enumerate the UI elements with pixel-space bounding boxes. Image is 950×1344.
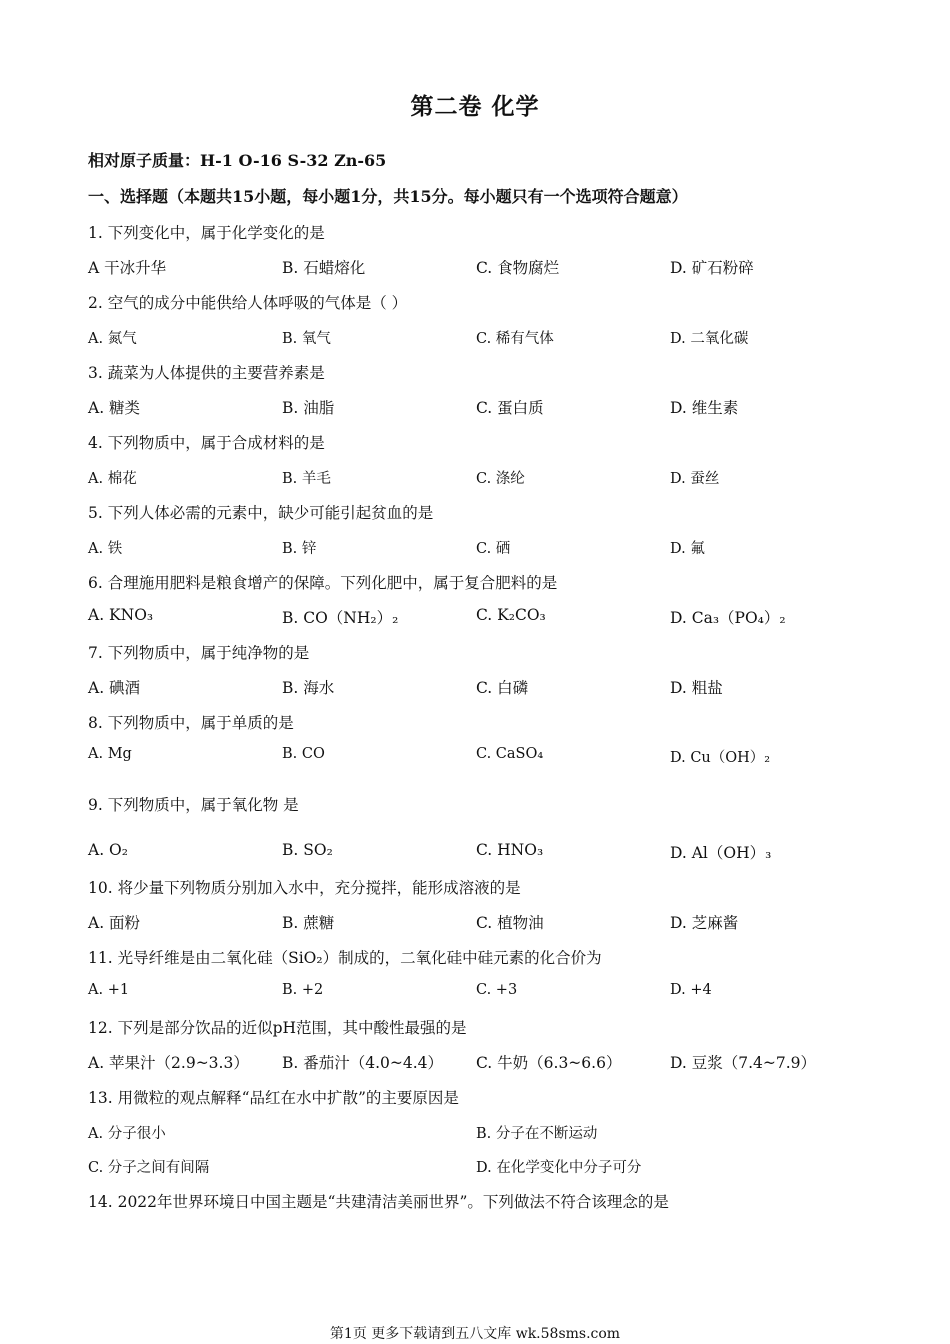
question-stem: 1. 下列变化中，属于化学变化的是 [88,224,325,242]
option-a: A. +1 [88,982,130,998]
option-b: B. CO [282,746,325,762]
option-a: A. 棉花 [88,471,137,487]
option-a: A. O₂ [88,841,128,859]
option-d: D. 豆浆（7.4~7.9） [670,1054,817,1072]
atomic-mass-line: 相对原子质量：H-1 O-16 S-32 Zn-65 [88,151,387,170]
option-b: B. 海水 [282,679,335,697]
page-footer: 第1页 更多下载请到五八文库 wk.58sms.com [329,1326,621,1342]
question-stem: 14. 2022年世界环境日中国主题是“共建清洁美丽世界”。下列做法不符合该理念的是 [88,1193,669,1211]
option-a: A. 分子很小 [88,1126,166,1142]
question-stem: 4. 下列物质中，属于合成材料的是 [88,434,325,452]
option-d: D. Cu（OH）₂ [670,750,771,766]
question-stem: 13. 用微粒的观点解释“品红在水中扩散”的主要原因是 [88,1089,459,1107]
option-c: C. 牛奶（6.3~6.6） [476,1054,622,1072]
question-stem: 9. 下列物质中，属于氧化物 是 [88,796,299,814]
option-d: D. 矿石粉碎 [670,259,754,277]
option-b: B. 氧气 [282,331,331,347]
option-c: C. +3 [476,982,518,998]
question-stem: 7. 下列物质中，属于纯净物的是 [88,644,310,662]
question-stem: 5. 下列人体必需的元素中，缺少可能引起贫血的是 [88,504,434,522]
option-b: B. CO（NH₂）₂ [282,609,399,627]
option-d: D. 在化学变化中分子可分 [476,1160,642,1176]
option-c: C. K₂CO₃ [476,606,546,624]
option-d: D. 蚕丝 [670,471,720,487]
option-c: C. 硒 [476,541,511,557]
option-d: D. 粗盐 [670,679,723,697]
option-d: D. 氟 [670,541,705,557]
option-c: C. 白磷 [476,679,529,697]
option-b: B. 锌 [282,541,317,557]
question-stem: 12. 下列是部分饮品的近似pH范围，其中酸性最强的是 [88,1019,467,1037]
option-d: D. 二氧化碳 [670,331,749,347]
option-c: C. CaSO₄ [476,746,544,762]
question-stem: 11. 光导纤维是由二氧化硅（SiO₂）制成的，二氧化硅中硅元素的化合价为 [88,949,602,967]
option-a: A. 糖类 [88,399,141,417]
option-a: A. 苹果汁（2.9~3.3） [88,1054,249,1072]
option-d: D. 维生素 [670,399,739,417]
option-b: B. SO₂ [282,841,333,859]
question-stem: 6. 合理施用肥料是粮食增产的保障。下列化肥中，属于复合肥料的是 [88,574,558,592]
option-b: B. 石蜡熔化 [282,259,366,277]
option-c: C. 植物油 [476,914,544,932]
option-c: C. 分子之间有间隔 [88,1160,210,1176]
option-c: C. HNO₃ [476,841,544,859]
option-a: A. Mg [88,746,132,762]
option-a: A. KNO₃ [88,606,154,624]
option-d: D. Al（OH）₃ [670,844,772,862]
page-title: 第二卷 化学 [410,93,540,120]
option-d: D. +4 [670,982,712,998]
option-d: D. Ca₃（PO₄）₂ [670,609,786,627]
section-heading: 一、选择题（本题共15小题，每小题1分，共15分。每小题只有一个选项符合题意） [88,187,688,206]
option-b: B. 番茄汁（4.0~4.4） [282,1054,444,1072]
question-stem: 10. 将少量下列物质分别加入水中，充分搅拌，能形成溶液的是 [88,879,521,897]
option-a: A 干冰升华 [88,259,167,277]
option-b: B. 羊毛 [282,471,331,487]
question-stem: 2. 空气的成分中能供给人体呼吸的气体是（ ） [88,294,408,312]
question-stem: 3. 蔬菜为人体提供的主要营养素是 [88,364,325,382]
question-stem: 8. 下列物质中，属于单质的是 [88,714,294,732]
option-a: A. 面粉 [88,914,141,932]
option-c: C. 食物腐烂 [476,259,560,277]
option-b: B. 油脂 [282,399,335,417]
option-c: C. 稀有气体 [476,331,554,347]
option-a: A. 铁 [88,541,123,557]
option-a: A. 碘酒 [88,679,141,697]
option-d: D. 芝麻酱 [670,914,739,932]
option-b: B. +2 [282,982,324,998]
option-c: C. 涤纶 [476,471,525,487]
option-a: A. 氮气 [88,331,137,347]
option-c: C. 蛋白质 [476,399,544,417]
option-b: B. 蔗糖 [282,914,335,932]
option-b: B. 分子在不断运动 [476,1126,598,1142]
